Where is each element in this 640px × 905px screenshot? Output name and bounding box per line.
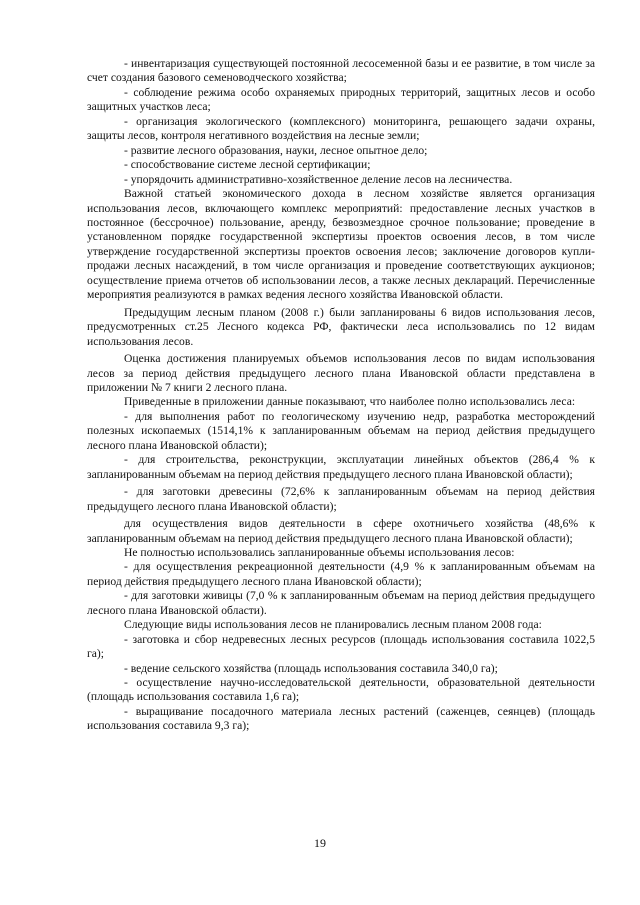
paragraph-forest-certification: - способствование системе лесной сертификации; <box>124 158 371 172</box>
paragraph-assessment: Оценка достижения планируемых объемов использования лесов по видам использования лесов за период действия предыдущего лесного плана Ивановской области представлена в приложении № 7 книги 2 лесного плана. <box>87 352 595 394</box>
paragraph-protected-territories: - соблюдение режима особо охраняемых природных территорий, защитных лесов и особо защитных участков леса; <box>87 85 595 114</box>
paragraph-previous-plan: Предыдущим лесным планом (2008 г.) были запланированы 6 видов использования лесов, предусмотренных ст.25 Лесного кодекса РФ, фактически леса использовались по 12 видам использования лесов. <box>87 305 595 348</box>
list-item-linear-objects: - для строительства, реконструкции, эксплуатации линейных объектов (286,4 % к запланированным объемам на период действия предыдущего лесного плана Ивановской области); <box>87 453 595 481</box>
paragraph-most-fully-used: Приведенные в приложении данные показывают, что наиболее полно использовались леса: <box>124 395 576 409</box>
list-item-agriculture: - ведение сельского хозяйства (площадь использования составила 340,0 га); <box>124 661 498 675</box>
list-item-timber-harvesting: - для заготовки древесины (72,6% к запланированным объемам на период действия предыдущего лесного плана Ивановской области); <box>87 485 595 513</box>
list-item-resin: - для заготовки живицы (7,0 % к запланированным объемам на период действия предыдущего лесного плана Ивановской области). <box>87 589 595 617</box>
list-item-geological-study: - для выполнения работ по геологическому изучению недр, разработка месторождений полезных ископаемых (1514,1% к запланированным объемам на период действия предыдущего лесного плана Ивановской области); <box>87 409 595 452</box>
paragraph-forest-education: - развитие лесного образования, науки, лесное опытное дело; <box>124 143 428 157</box>
list-item-research: - осуществление научно-исследовательской деятельности, образовательной деятельности (площадь использования составила 1,6 га); <box>87 676 595 704</box>
paragraph-forestry-division: - упорядочить административно-хозяйственное деление лесов на лесничества. <box>124 172 513 186</box>
paragraph-economic-income: Важной статьей экономического дохода в лесном хозяйстве является организация использования лесов, включающего комплекс мероприятий: предоставление лесных участков в постоянное (бессрочное) пользование, аренду, безвозмездное срочное пользование; проведение в установленном порядке государственной экспертизы проектов освоения лесов, в том числе утверждение государственной экспертизы проектов освоения лесов; заключение договоров купли-продажи лесных насаждений, в том числе организация и проведение соответствующих аукционов; осуществление приема отчетов об использовании лесов, а также лесных деклараций. Перечисленные мероприятия реализуются в рамках ведения лесного хозяйства Ивановской области. <box>87 187 595 302</box>
page-number: 19 <box>314 836 326 850</box>
paragraph-not-fully-used: Не полностью использовались запланированные объемы использования лесов: <box>124 545 515 559</box>
paragraph-not-planned: Следующие виды использования лесов не планировались лесным планом 2008 года: <box>124 618 542 632</box>
document-body <box>87 57 595 734</box>
paragraph-ecological-monitoring: - организация экологического (комплексного) мониторинга, решающего задачи охраны, защиты лесов, контроля негативного воздействия на лесные земли; <box>87 114 595 143</box>
list-item-planting-material: - выращивание посадочного материала лесных растений (саженцев, сеянцев) (площадь использования составила 9,3 га); <box>87 704 595 733</box>
paragraph-forest-seed-base: - инвентаризация существующей постоянной лесосеменной базы и ее развитие, в том числе за счет создания базового семеноводческого хозяйства; <box>87 57 595 85</box>
list-item-non-timber-resources: - заготовка и сбор недревесных лесных ресурсов (площадь использования составила 1022,5 га); <box>87 632 595 661</box>
list-item-recreation: - для осуществления рекреационной деятельности (4,9 % к запланированным объемам на период действия предыдущего лесного плана Ивановской области); <box>87 560 595 588</box>
list-item-hunting: для осуществления видов деятельности в сфере охотничьего хозяйства (48,6% к запланированным объемам на период действия предыдущего лесного плана Ивановской области); <box>87 517 595 545</box>
